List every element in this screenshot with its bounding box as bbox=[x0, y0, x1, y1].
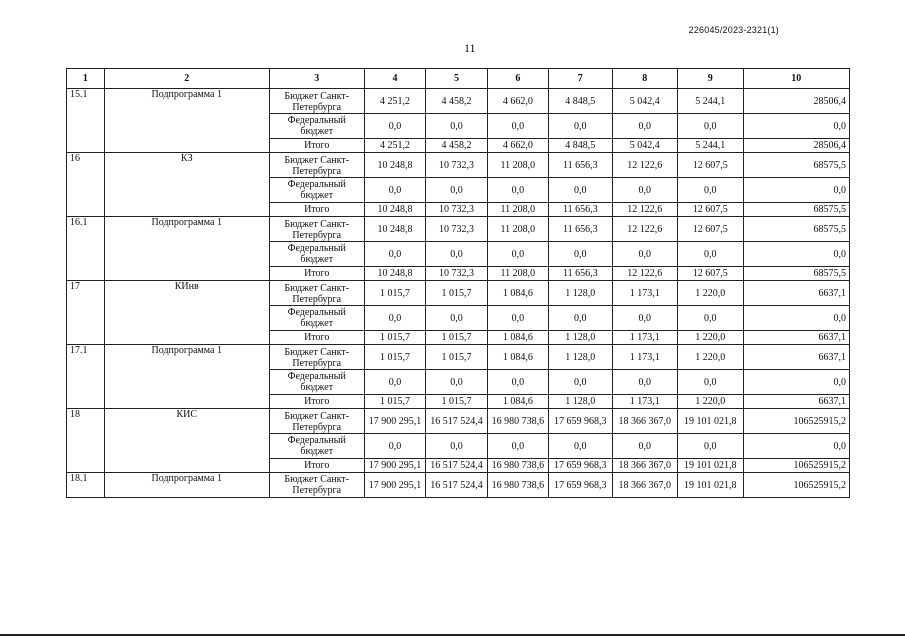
value-cell: 1 015,7 bbox=[364, 345, 425, 370]
value-cell: 12 122,6 bbox=[612, 153, 678, 178]
funding-source: Федеральный бюджет bbox=[269, 178, 364, 203]
value-cell: 0,0 bbox=[612, 178, 678, 203]
header-cell: 5 bbox=[426, 69, 487, 89]
value-cell: 10 248,8 bbox=[364, 153, 425, 178]
program-name: Подпрограмма 1 bbox=[104, 473, 269, 498]
value-cell: 0,0 bbox=[612, 306, 678, 331]
value-cell: 1 220,0 bbox=[678, 395, 744, 409]
funding-source: Итого bbox=[269, 459, 364, 473]
value-cell: 1 084,6 bbox=[487, 395, 548, 409]
value-cell: 12 122,6 bbox=[612, 267, 678, 281]
value-cell: 16 517 524,4 bbox=[426, 459, 487, 473]
funding-source: Федеральный бюджет bbox=[269, 306, 364, 331]
value-cell: 1 173,1 bbox=[612, 331, 678, 345]
total-cell: 28506,4 bbox=[743, 89, 850, 114]
value-cell: 0,0 bbox=[426, 306, 487, 331]
total-cell: 0,0 bbox=[743, 434, 850, 459]
value-cell: 0,0 bbox=[549, 178, 612, 203]
table-row bbox=[67, 217, 850, 242]
row-number: 16.1 bbox=[67, 217, 105, 281]
value-cell: 5 042,4 bbox=[612, 89, 678, 114]
value-cell: 12 607,5 bbox=[678, 217, 744, 242]
value-cell: 0,0 bbox=[678, 178, 744, 203]
value-cell: 16 980 738,6 bbox=[487, 473, 548, 498]
value-cell: 0,0 bbox=[487, 178, 548, 203]
value-cell: 16 517 524,4 bbox=[426, 409, 487, 434]
budget-table bbox=[66, 68, 850, 498]
header-cell: 1 bbox=[67, 69, 105, 89]
table-row bbox=[67, 153, 850, 178]
total-cell: 6637,1 bbox=[743, 331, 850, 345]
value-cell: 10 732,3 bbox=[426, 267, 487, 281]
value-cell: 17 659 968,3 bbox=[549, 409, 612, 434]
header-cell: 4 bbox=[364, 69, 425, 89]
value-cell: 4 662,0 bbox=[487, 89, 548, 114]
funding-source: Итого bbox=[269, 267, 364, 281]
total-cell: 6637,1 bbox=[743, 281, 850, 306]
value-cell: 12 607,5 bbox=[678, 153, 744, 178]
value-cell: 10 248,8 bbox=[364, 217, 425, 242]
value-cell: 11 656,3 bbox=[549, 267, 612, 281]
row-number: 18.1 bbox=[67, 473, 105, 498]
total-cell: 0,0 bbox=[743, 306, 850, 331]
funding-source: Бюджет Санкт-Петербурга bbox=[269, 345, 364, 370]
program-name: КИнв bbox=[104, 281, 269, 345]
value-cell: 1 173,1 bbox=[612, 345, 678, 370]
value-cell: 0,0 bbox=[612, 114, 678, 139]
value-cell: 1 015,7 bbox=[426, 395, 487, 409]
value-cell: 1 015,7 bbox=[426, 331, 487, 345]
value-cell: 10 732,3 bbox=[426, 153, 487, 178]
funding-source: Итого bbox=[269, 203, 364, 217]
value-cell: 0,0 bbox=[426, 178, 487, 203]
value-cell: 17 659 968,3 bbox=[549, 459, 612, 473]
funding-source: Бюджет Санкт-Петербурга bbox=[269, 473, 364, 498]
value-cell: 0,0 bbox=[487, 434, 548, 459]
value-cell: 1 084,6 bbox=[487, 345, 548, 370]
value-cell: 0,0 bbox=[549, 114, 612, 139]
page-number: 11 bbox=[464, 41, 476, 55]
total-cell: 6637,1 bbox=[743, 395, 850, 409]
total-cell: 0,0 bbox=[743, 242, 850, 267]
table-row bbox=[67, 89, 850, 114]
total-cell: 28506,4 bbox=[743, 139, 850, 153]
value-cell: 0,0 bbox=[678, 242, 744, 267]
value-cell: 1 128,0 bbox=[549, 281, 612, 306]
value-cell: 0,0 bbox=[678, 114, 744, 139]
value-cell: 0,0 bbox=[612, 242, 678, 267]
total-cell: 106525915,2 bbox=[743, 473, 850, 498]
value-cell: 1 015,7 bbox=[426, 345, 487, 370]
value-cell: 12 122,6 bbox=[612, 203, 678, 217]
value-cell: 0,0 bbox=[549, 242, 612, 267]
value-cell: 4 662,0 bbox=[487, 139, 548, 153]
value-cell: 0,0 bbox=[612, 434, 678, 459]
value-cell: 19 101 021,8 bbox=[678, 409, 744, 434]
value-cell: 0,0 bbox=[364, 242, 425, 267]
row-number: 18 bbox=[67, 409, 105, 473]
value-cell: 0,0 bbox=[426, 370, 487, 395]
value-cell: 11 208,0 bbox=[487, 217, 548, 242]
row-number: 17 bbox=[67, 281, 105, 345]
value-cell: 1 128,0 bbox=[549, 345, 612, 370]
value-cell: 16 517 524,4 bbox=[426, 473, 487, 498]
value-cell: 11 208,0 bbox=[487, 203, 548, 217]
value-cell: 0,0 bbox=[487, 114, 548, 139]
value-cell: 10 248,8 bbox=[364, 203, 425, 217]
value-cell: 17 659 968,3 bbox=[549, 473, 612, 498]
total-cell: 106525915,2 bbox=[743, 409, 850, 434]
program-name: КЗ bbox=[104, 153, 269, 217]
value-cell: 12 122,6 bbox=[612, 217, 678, 242]
value-cell: 0,0 bbox=[487, 370, 548, 395]
funding-source: Бюджет Санкт-Петербурга bbox=[269, 281, 364, 306]
value-cell: 4 251,2 bbox=[364, 89, 425, 114]
value-cell: 11 208,0 bbox=[487, 153, 548, 178]
value-cell: 0,0 bbox=[549, 306, 612, 331]
header-cell: 7 bbox=[549, 69, 612, 89]
value-cell: 17 900 295,1 bbox=[364, 409, 425, 434]
value-cell: 4 251,2 bbox=[364, 139, 425, 153]
funding-source: Бюджет Санкт-Петербурга bbox=[269, 153, 364, 178]
header-row bbox=[67, 69, 850, 89]
value-cell: 1 015,7 bbox=[426, 281, 487, 306]
header-cell: 8 bbox=[612, 69, 678, 89]
funding-source: Бюджет Санкт-Петербурга bbox=[269, 89, 364, 114]
document-number: 226045/2023-2321(1) bbox=[688, 25, 779, 35]
header-cell: 6 bbox=[487, 69, 548, 89]
value-cell: 10 248,8 bbox=[364, 267, 425, 281]
funding-source: Итого bbox=[269, 139, 364, 153]
value-cell: 16 980 738,6 bbox=[487, 409, 548, 434]
value-cell: 0,0 bbox=[426, 434, 487, 459]
value-cell: 0,0 bbox=[549, 370, 612, 395]
value-cell: 1 128,0 bbox=[549, 331, 612, 345]
total-cell: 68575,5 bbox=[743, 217, 850, 242]
total-cell: 0,0 bbox=[743, 114, 850, 139]
value-cell: 11 656,3 bbox=[549, 203, 612, 217]
value-cell: 0,0 bbox=[364, 114, 425, 139]
total-cell: 68575,5 bbox=[743, 203, 850, 217]
header-cell: 2 bbox=[104, 69, 269, 89]
total-cell: 106525915,2 bbox=[743, 459, 850, 473]
value-cell: 0,0 bbox=[487, 306, 548, 331]
value-cell: 18 366 367,0 bbox=[612, 473, 678, 498]
value-cell: 0,0 bbox=[364, 306, 425, 331]
header-cell: 10 bbox=[743, 69, 850, 89]
value-cell: 1 128,0 bbox=[549, 395, 612, 409]
value-cell: 1 084,6 bbox=[487, 331, 548, 345]
value-cell: 1 220,0 bbox=[678, 331, 744, 345]
value-cell: 4 458,2 bbox=[426, 139, 487, 153]
value-cell: 4 848,5 bbox=[549, 89, 612, 114]
row-number: 15.1 bbox=[67, 89, 105, 153]
funding-source: Федеральный бюджет bbox=[269, 434, 364, 459]
value-cell: 5 244,1 bbox=[678, 89, 744, 114]
value-cell: 10 732,3 bbox=[426, 217, 487, 242]
program-name: Подпрограмма 1 bbox=[104, 345, 269, 409]
total-cell: 6637,1 bbox=[743, 345, 850, 370]
value-cell: 12 607,5 bbox=[678, 267, 744, 281]
funding-source: Итого bbox=[269, 331, 364, 345]
value-cell: 0,0 bbox=[678, 434, 744, 459]
table-row bbox=[67, 409, 850, 434]
funding-source: Федеральный бюджет bbox=[269, 114, 364, 139]
total-cell: 68575,5 bbox=[743, 267, 850, 281]
value-cell: 19 101 021,8 bbox=[678, 459, 744, 473]
row-number: 16 bbox=[67, 153, 105, 217]
value-cell: 1 220,0 bbox=[678, 345, 744, 370]
value-cell: 0,0 bbox=[364, 434, 425, 459]
value-cell: 0,0 bbox=[487, 242, 548, 267]
value-cell: 0,0 bbox=[678, 370, 744, 395]
value-cell: 11 656,3 bbox=[549, 217, 612, 242]
funding-source: Федеральный бюджет bbox=[269, 370, 364, 395]
value-cell: 0,0 bbox=[364, 370, 425, 395]
value-cell: 0,0 bbox=[612, 370, 678, 395]
funding-source: Бюджет Санкт-Петербурга bbox=[269, 217, 364, 242]
value-cell: 4 458,2 bbox=[426, 89, 487, 114]
value-cell: 18 366 367,0 bbox=[612, 409, 678, 434]
value-cell: 4 848,5 bbox=[549, 139, 612, 153]
program-name: КИС bbox=[104, 409, 269, 473]
value-cell: 19 101 021,8 bbox=[678, 473, 744, 498]
value-cell: 1 015,7 bbox=[364, 395, 425, 409]
total-cell: 0,0 bbox=[743, 178, 850, 203]
value-cell: 11 656,3 bbox=[549, 153, 612, 178]
page-bottom-rule bbox=[0, 634, 905, 636]
value-cell: 1 084,6 bbox=[487, 281, 548, 306]
value-cell: 1 173,1 bbox=[612, 281, 678, 306]
program-name: Подпрограмма 1 bbox=[104, 217, 269, 281]
value-cell: 1 015,7 bbox=[364, 281, 425, 306]
funding-source: Итого bbox=[269, 395, 364, 409]
table-row bbox=[67, 345, 850, 370]
value-cell: 16 980 738,6 bbox=[487, 459, 548, 473]
value-cell: 10 732,3 bbox=[426, 203, 487, 217]
value-cell: 1 015,7 bbox=[364, 331, 425, 345]
value-cell: 1 173,1 bbox=[612, 395, 678, 409]
row-number: 17.1 bbox=[67, 345, 105, 409]
value-cell: 17 900 295,1 bbox=[364, 473, 425, 498]
total-cell: 68575,5 bbox=[743, 153, 850, 178]
funding-source: Федеральный бюджет bbox=[269, 242, 364, 267]
value-cell: 1 220,0 bbox=[678, 281, 744, 306]
value-cell: 0,0 bbox=[426, 242, 487, 267]
value-cell: 0,0 bbox=[678, 306, 744, 331]
value-cell: 18 366 367,0 bbox=[612, 459, 678, 473]
value-cell: 17 900 295,1 bbox=[364, 459, 425, 473]
table-row bbox=[67, 473, 850, 498]
header-cell: 9 bbox=[678, 69, 744, 89]
total-cell: 0,0 bbox=[743, 370, 850, 395]
header-cell: 3 bbox=[269, 69, 364, 89]
value-cell: 0,0 bbox=[549, 434, 612, 459]
value-cell: 0,0 bbox=[364, 178, 425, 203]
value-cell: 12 607,5 bbox=[678, 203, 744, 217]
program-name: Подпрограмма 1 bbox=[104, 89, 269, 153]
funding-source: Бюджет Санкт-Петербурга bbox=[269, 409, 364, 434]
table-row bbox=[67, 281, 850, 306]
value-cell: 11 208,0 bbox=[487, 267, 548, 281]
value-cell: 0,0 bbox=[426, 114, 487, 139]
value-cell: 5 042,4 bbox=[612, 139, 678, 153]
value-cell: 5 244,1 bbox=[678, 139, 744, 153]
